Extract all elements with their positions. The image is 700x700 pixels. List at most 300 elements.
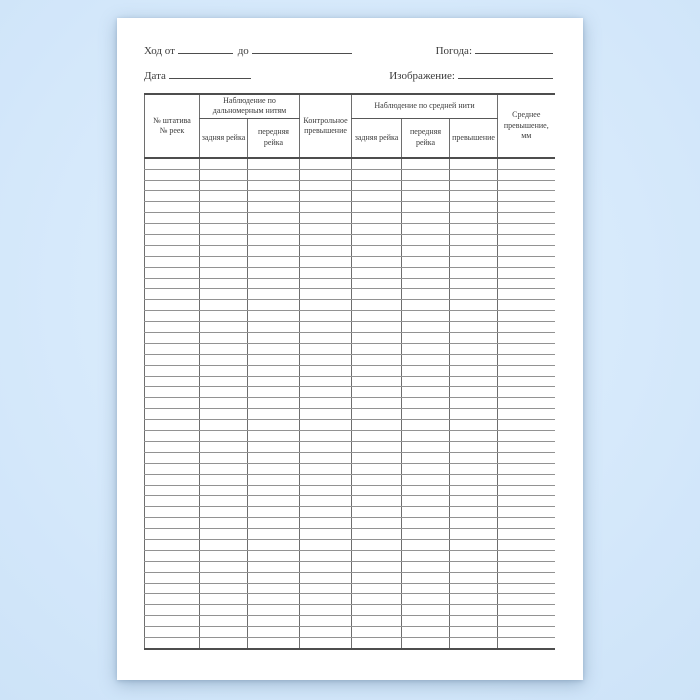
table-cell <box>300 354 352 365</box>
table-cell <box>402 616 450 627</box>
table-cell <box>352 605 402 616</box>
table-cell <box>145 191 200 202</box>
table-cell <box>300 398 352 409</box>
table-cell <box>450 420 498 431</box>
table-cell <box>498 561 555 572</box>
table-cell <box>200 202 248 213</box>
table-cell <box>352 583 402 594</box>
table-cell <box>498 202 555 213</box>
table-cell <box>450 289 498 300</box>
table-cell <box>300 594 352 605</box>
table-cell <box>498 322 555 333</box>
table-cell <box>248 213 300 224</box>
table-cell <box>402 354 450 365</box>
group-header-distant-threads: Наблюдение по дальномерным нитям <box>200 94 300 118</box>
table-cell <box>498 365 555 376</box>
table-cell <box>145 431 200 442</box>
table-cell <box>450 376 498 387</box>
table-row <box>145 202 555 213</box>
table-row <box>145 224 555 235</box>
table-cell <box>450 322 498 333</box>
table-cell <box>450 561 498 572</box>
table-cell <box>200 441 248 452</box>
table-cell <box>450 213 498 224</box>
col-header-elevation: превышение <box>450 118 498 158</box>
table-row <box>145 343 555 354</box>
table-cell <box>450 398 498 409</box>
table-cell <box>200 300 248 311</box>
table-cell <box>200 235 248 246</box>
table-cell <box>145 452 200 463</box>
table-cell <box>300 452 352 463</box>
weather-field <box>436 44 555 57</box>
table-cell <box>145 420 200 431</box>
table-cell <box>200 224 248 235</box>
table-cell <box>300 387 352 398</box>
table-row <box>145 354 555 365</box>
table-cell <box>248 289 300 300</box>
table-cell <box>498 420 555 431</box>
table-cell <box>300 485 352 496</box>
table-cell <box>145 256 200 267</box>
table-cell <box>300 409 352 420</box>
table-cell <box>248 463 300 474</box>
image-field <box>389 69 555 82</box>
table-cell <box>402 637 450 648</box>
table-cell <box>402 594 450 605</box>
table-cell <box>145 300 200 311</box>
table-cell <box>352 561 402 572</box>
table-row <box>145 441 555 452</box>
table-cell <box>200 289 248 300</box>
table-row <box>145 420 555 431</box>
table-cell <box>300 365 352 376</box>
table-cell <box>145 202 200 213</box>
table-cell <box>145 463 200 474</box>
table-cell <box>300 322 352 333</box>
table-row <box>145 409 555 420</box>
table-cell <box>352 431 402 442</box>
table-cell <box>498 507 555 518</box>
table-cell <box>200 365 248 376</box>
table-cell <box>200 420 248 431</box>
table-cell <box>498 333 555 344</box>
table-cell <box>450 191 498 202</box>
table-cell <box>498 594 555 605</box>
table-cell <box>145 529 200 540</box>
table-cell <box>200 213 248 224</box>
table-cell <box>145 278 200 289</box>
table-cell <box>248 529 300 540</box>
table-cell <box>145 496 200 507</box>
table-row <box>145 463 555 474</box>
table-cell <box>248 278 300 289</box>
col-header-control-elevation: Контрольное превышение <box>300 94 352 158</box>
table-cell <box>248 507 300 518</box>
table-cell <box>145 180 200 191</box>
table-cell <box>200 561 248 572</box>
table-cell <box>248 605 300 616</box>
table-cell <box>498 605 555 616</box>
table-cell <box>200 398 248 409</box>
table-cell <box>145 518 200 529</box>
table-cell <box>248 627 300 638</box>
table-cell <box>352 398 402 409</box>
weather-blank-line <box>475 44 553 54</box>
route-field <box>144 44 354 57</box>
table-cell <box>450 354 498 365</box>
table-cell <box>498 376 555 387</box>
date-label: Дата <box>144 70 166 82</box>
table-cell <box>248 365 300 376</box>
table-cell <box>300 518 352 529</box>
table-cell <box>352 594 402 605</box>
table-cell <box>248 637 300 648</box>
table-cell <box>248 496 300 507</box>
table-cell <box>402 561 450 572</box>
table-cell <box>450 333 498 344</box>
table-cell <box>402 431 450 442</box>
table-cell <box>450 365 498 376</box>
table-cell <box>200 496 248 507</box>
table-cell <box>300 311 352 322</box>
table-cell <box>402 158 450 169</box>
table-cell <box>300 583 352 594</box>
table-cell <box>200 507 248 518</box>
table-cell <box>200 256 248 267</box>
table-cell <box>450 572 498 583</box>
table-cell <box>248 441 300 452</box>
table-cell <box>200 245 248 256</box>
table-cell <box>498 245 555 256</box>
table-cell <box>402 409 450 420</box>
col-header-station <box>145 94 200 158</box>
table-cell <box>352 485 402 496</box>
table-cell <box>300 627 352 638</box>
table-cell <box>300 213 352 224</box>
table-row <box>145 311 555 322</box>
table-cell <box>352 289 402 300</box>
table-cell <box>352 354 402 365</box>
table-row <box>145 289 555 300</box>
table-cell <box>145 594 200 605</box>
table-cell <box>498 539 555 550</box>
table-row <box>145 637 555 648</box>
table-cell <box>145 343 200 354</box>
table-cell <box>352 420 402 431</box>
table-cell <box>450 550 498 561</box>
table-cell <box>200 518 248 529</box>
table-cell <box>200 180 248 191</box>
table-row <box>145 365 555 376</box>
table-row <box>145 213 555 224</box>
table-cell <box>145 311 200 322</box>
table-cell <box>402 169 450 180</box>
table-cell <box>300 376 352 387</box>
table-cell <box>450 463 498 474</box>
table-row <box>145 267 555 278</box>
table-cell <box>450 594 498 605</box>
table-row <box>145 169 555 180</box>
table-cell <box>200 409 248 420</box>
table-cell <box>498 616 555 627</box>
table-cell <box>200 485 248 496</box>
table-cell <box>200 637 248 648</box>
table-cell <box>352 235 402 246</box>
table-cell <box>300 191 352 202</box>
table-row <box>145 550 555 561</box>
table-cell <box>200 387 248 398</box>
table-cell <box>248 431 300 442</box>
table-cell <box>498 343 555 354</box>
table-cell <box>450 431 498 442</box>
table-row <box>145 333 555 344</box>
table-cell <box>402 583 450 594</box>
table-cell <box>145 627 200 638</box>
table-cell <box>450 256 498 267</box>
table-cell <box>450 387 498 398</box>
table-cell <box>200 452 248 463</box>
table-cell <box>300 474 352 485</box>
table-cell <box>402 224 450 235</box>
table-cell <box>352 518 402 529</box>
table-row <box>145 180 555 191</box>
table-cell <box>145 583 200 594</box>
table-cell <box>300 278 352 289</box>
table-cell <box>498 409 555 420</box>
table-cell <box>450 539 498 550</box>
table-cell <box>402 496 450 507</box>
table-cell <box>450 158 498 169</box>
table-cell <box>200 191 248 202</box>
table-cell <box>352 333 402 344</box>
table-cell <box>498 267 555 278</box>
table-cell <box>248 354 300 365</box>
table-row <box>145 256 555 267</box>
table-cell <box>200 278 248 289</box>
table-cell <box>352 376 402 387</box>
table-cell <box>498 191 555 202</box>
table-cell <box>145 550 200 561</box>
table-cell <box>352 409 402 420</box>
table-cell <box>200 463 248 474</box>
table-cell <box>145 169 200 180</box>
table-cell <box>248 267 300 278</box>
journal-page <box>117 18 583 680</box>
table-cell <box>145 376 200 387</box>
table-cell <box>352 627 402 638</box>
table-cell <box>300 245 352 256</box>
table-cell <box>248 420 300 431</box>
table-cell <box>450 518 498 529</box>
table-cell <box>352 529 402 540</box>
table-row <box>145 387 555 398</box>
table-row <box>145 245 555 256</box>
table-cell <box>352 180 402 191</box>
table-cell <box>248 191 300 202</box>
table-cell <box>200 169 248 180</box>
table-cell <box>352 311 402 322</box>
table-cell <box>352 202 402 213</box>
table-cell <box>248 616 300 627</box>
table-cell <box>200 431 248 442</box>
table-cell <box>352 452 402 463</box>
table-cell <box>248 300 300 311</box>
table-cell <box>402 398 450 409</box>
table-cell <box>300 180 352 191</box>
table-cell <box>450 605 498 616</box>
table-cell <box>145 637 200 648</box>
table-cell <box>248 474 300 485</box>
route-from-label: Ход от <box>144 45 175 57</box>
table-cell <box>450 485 498 496</box>
date-field <box>144 69 253 82</box>
table-cell <box>352 572 402 583</box>
table-cell <box>200 550 248 561</box>
table-row <box>145 431 555 442</box>
table-cell <box>402 191 450 202</box>
table-cell <box>300 561 352 572</box>
table-cell <box>352 158 402 169</box>
table-cell <box>402 539 450 550</box>
table-cell <box>402 343 450 354</box>
table-row <box>145 278 555 289</box>
table-cell <box>498 256 555 267</box>
table-cell <box>498 463 555 474</box>
table-cell <box>402 245 450 256</box>
table-header <box>145 94 555 158</box>
table-cell <box>300 202 352 213</box>
table-cell <box>450 235 498 246</box>
table-cell <box>498 518 555 529</box>
table-cell <box>498 441 555 452</box>
table-cell <box>450 224 498 235</box>
table-row <box>145 627 555 638</box>
table-cell <box>498 311 555 322</box>
table-cell <box>200 267 248 278</box>
table-cell <box>248 398 300 409</box>
table-cell <box>248 322 300 333</box>
table-row <box>145 605 555 616</box>
table-cell <box>450 202 498 213</box>
table-cell <box>498 289 555 300</box>
table-cell <box>352 322 402 333</box>
table-cell <box>352 267 402 278</box>
table-cell <box>200 343 248 354</box>
table-cell <box>200 158 248 169</box>
table-cell <box>300 224 352 235</box>
table-cell <box>248 452 300 463</box>
table-cell <box>352 387 402 398</box>
table-cell <box>498 485 555 496</box>
table-row <box>145 485 555 496</box>
route-to-label: до <box>237 45 249 57</box>
table-cell <box>498 224 555 235</box>
table-cell <box>498 169 555 180</box>
table-cell <box>300 431 352 442</box>
table-cell <box>402 387 450 398</box>
route-to-blank-line <box>252 44 352 54</box>
table-cell <box>248 235 300 246</box>
table-cell <box>402 322 450 333</box>
table-cell <box>498 627 555 638</box>
table-cell <box>352 539 402 550</box>
table-cell <box>200 474 248 485</box>
table-cell <box>352 637 402 648</box>
table-row <box>145 376 555 387</box>
table-cell <box>498 452 555 463</box>
table-cell <box>200 605 248 616</box>
table-row <box>145 583 555 594</box>
table-cell <box>145 485 200 496</box>
table-cell <box>300 343 352 354</box>
table-cell <box>200 616 248 627</box>
table-cell <box>200 594 248 605</box>
table-cell <box>352 550 402 561</box>
table-cell <box>498 431 555 442</box>
col-header-front-rod-middle: передняя рейка <box>402 118 450 158</box>
table-cell <box>402 627 450 638</box>
table-cell <box>402 202 450 213</box>
weather-label: Погода: <box>435 45 472 57</box>
table-row <box>145 452 555 463</box>
table-cell <box>248 311 300 322</box>
table-cell <box>352 474 402 485</box>
table-row <box>145 539 555 550</box>
table-cell <box>145 224 200 235</box>
table-cell <box>300 235 352 246</box>
table-cell <box>248 158 300 169</box>
table-cell <box>248 572 300 583</box>
table-cell <box>402 311 450 322</box>
station-label-line1: № штатива <box>153 115 191 125</box>
table-row <box>145 474 555 485</box>
table-cell <box>145 507 200 518</box>
table-row <box>145 191 555 202</box>
table-cell <box>248 550 300 561</box>
table-cell <box>300 550 352 561</box>
table-cell <box>145 398 200 409</box>
table-cell <box>352 496 402 507</box>
table-cell <box>498 213 555 224</box>
table-cell <box>300 333 352 344</box>
table-cell <box>450 343 498 354</box>
group-header-middle-thread: Наблюдение по средней нити <box>352 94 498 118</box>
field-row-1 <box>144 44 555 57</box>
table-cell <box>145 365 200 376</box>
table-cell <box>248 245 300 256</box>
table-cell <box>402 300 450 311</box>
table-row <box>145 496 555 507</box>
table-cell <box>300 256 352 267</box>
table-cell <box>200 627 248 638</box>
table-cell <box>402 441 450 452</box>
table-cell <box>248 561 300 572</box>
table-cell <box>145 213 200 224</box>
route-from-blank-line <box>178 44 233 54</box>
table-cell <box>145 441 200 452</box>
col-header-back-rod-distant: задняя рейка <box>200 118 248 158</box>
table-cell <box>300 267 352 278</box>
col-header-front-rod-distant: передняя рейка <box>248 118 300 158</box>
table-cell <box>248 518 300 529</box>
table-cell <box>145 605 200 616</box>
table-cell <box>352 507 402 518</box>
table-cell <box>450 278 498 289</box>
table-cell <box>300 289 352 300</box>
table-cell <box>145 354 200 365</box>
image-blank-line <box>458 69 553 79</box>
